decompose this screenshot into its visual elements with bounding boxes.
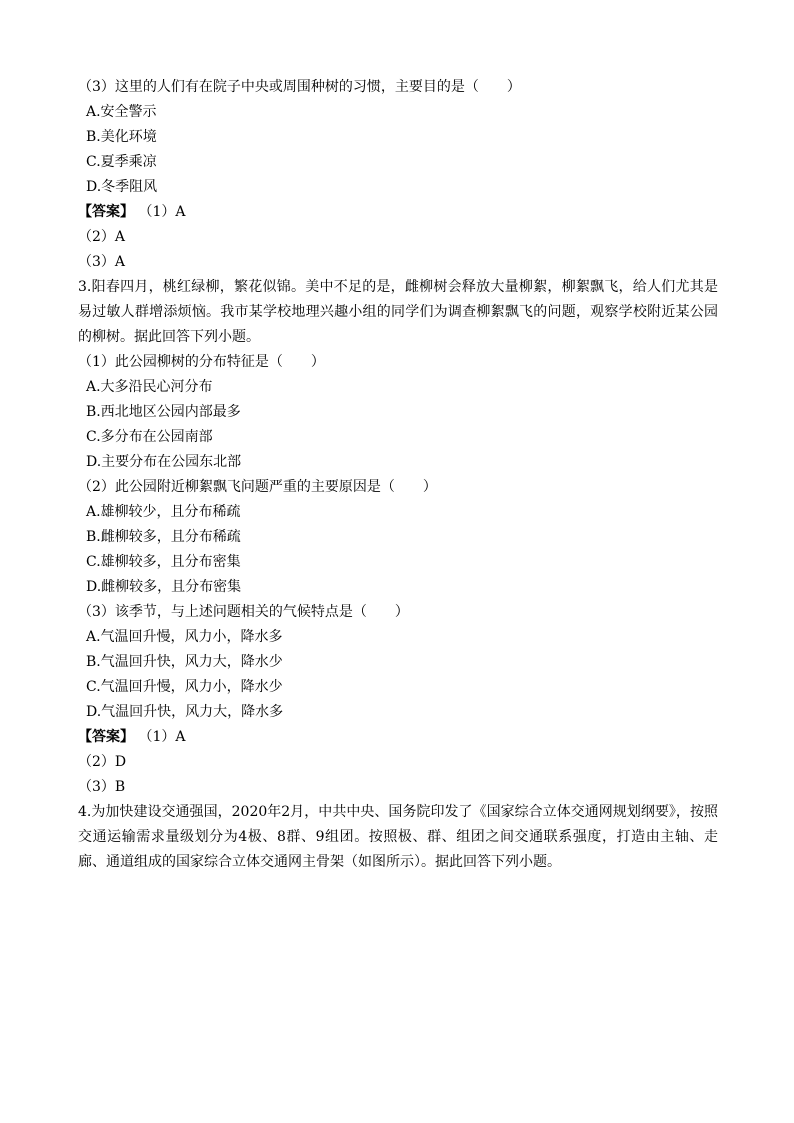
- answer3-item-2: （2）D: [78, 754, 127, 770]
- document-page: [78, 75, 718, 875]
- q3-part2-option-b: B.雌柳较多，且分布稀疏: [86, 529, 241, 545]
- q3-part1-option-a: A.大多沿民心河分布: [86, 379, 213, 395]
- q2-part3-option-a: A.安全警示: [86, 104, 157, 120]
- q3-part2-option-c: C.雄柳较多，且分布密集: [86, 554, 241, 570]
- answer3-line: [78, 725, 718, 750]
- answer2-first: （1）A: [138, 204, 186, 220]
- q3-part3-option-c: C.气温回升慢，风力小，降水少: [86, 679, 283, 695]
- q3-part3-stem: （3）该季节，与上述问题相关的气候特点是（ ）: [78, 604, 409, 620]
- q3-part1-option-c: C.多分布在公园南部: [86, 429, 213, 445]
- q2-part3-stem: （3）这里的人们有在院子中央或周围种树的习惯，主要目的是（ ）: [78, 79, 521, 95]
- answer2-label: 【答案】: [78, 204, 134, 220]
- q3-part2-option-a: A.雄柳较少，且分布稀疏: [86, 504, 241, 520]
- q3-part3-option-d: D.气温回升快，风力大，降水多: [86, 704, 284, 720]
- q3-part1-option-d: D.主要分布在公园东北部: [86, 454, 242, 470]
- q2-part3-option-d: D.冬季阻风: [86, 179, 158, 195]
- answer3-label: 【答案】: [78, 729, 134, 745]
- q3-part1-option-b: B.西北地区公园内部最多: [86, 404, 241, 420]
- q3-part2-stem: （2）此公园附近柳絮飘飞问题严重的主要原因是（ ）: [78, 479, 437, 495]
- q3-part3-option-a: A.气温回升慢，风力小，降水多: [86, 629, 283, 645]
- answer2-item-2: （2）A: [78, 229, 126, 245]
- q2-part3-option-b: B.美化环境: [86, 129, 157, 145]
- q4-intro: 4.为加快建设交通强国，2020年2月，中共中央、国务院印发了《国家综合立体交通网规划纲要》，按照交通运输需求量级划分为4极、8群、9组团。按照极、群、组团之间交通联系强度，打造由主轴、走廊、通道组成的国家综合立体交通网主骨架（如图所示）。据此回答下列小题。: [78, 804, 718, 870]
- answer3-item-3: （3）B: [78, 779, 126, 795]
- answer2-item-3: （3）A: [78, 254, 126, 270]
- answer3-first: （1）A: [138, 729, 186, 745]
- q3-part1-stem: （1）此公园柳树的分布特征是（ ）: [78, 354, 325, 370]
- answer2-line: [78, 200, 718, 225]
- q3-part3-option-b: B.气温回升快，风力大，降水少: [86, 654, 283, 670]
- q3-part2-option-d: D.雌柳较多，且分布密集: [86, 579, 242, 595]
- q3-intro: 3.阳春四月，桃红绿柳，繁花似锦。美中不足的是，雌柳树会释放大量柳絮，柳絮飘飞，给人们尤其是易过敏人群增添烦恼。我市某学校地理兴趣小组的同学们为调查柳絮飘飞的问题，观察学校附近某公园的柳树。据此回答下列小题。: [78, 279, 718, 345]
- q2-part3-option-c: C.夏季乘凉: [86, 154, 157, 170]
